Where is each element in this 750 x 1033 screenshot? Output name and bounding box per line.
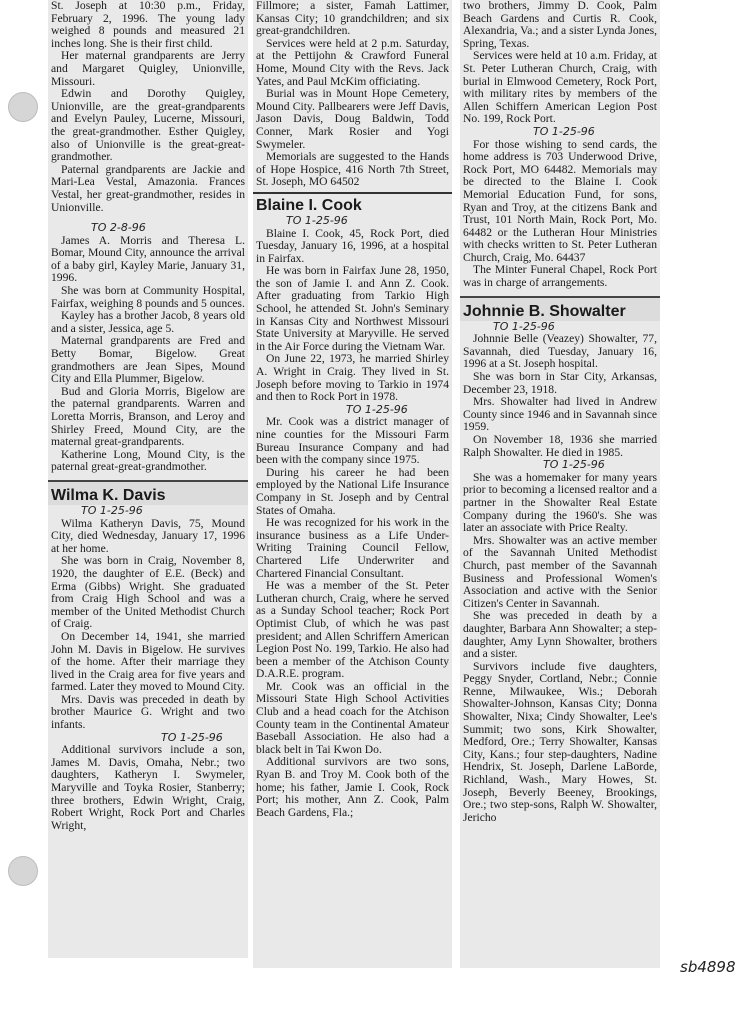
paragraph: Edwin and Dorothy Quigley, Unionville, are the great-grandparents and Evelyn Pauley, Lucerne, Missouri, the great-grandmother. Esther Quigley, also of Unionville is the great-great-grandmother. (51, 87, 245, 164)
paragraph: Services were held at 10 a.m. Friday, at St. Peter Lutheran Church, Craig, with burial in Elmwood Cemetery, Rock Port, with military rites by members of the Allen Schiffern American Legion Post No. 199, Rock Port. (463, 49, 657, 126)
binder-hole-top (8, 92, 38, 122)
handwritten-date-note: TO 1-25-96 (346, 402, 408, 416)
paragraph: She was a homemaker for many years prior to becoming a licensed realtor and a partner in the Showalter Real Estate Company during the 1960's. She was later an associate with Price Realty. (463, 470, 657, 535)
obituary-title: Blaine I. Cook (256, 196, 362, 214)
paragraph: He was a member of the St. Peter Lutheran church, Craig, where he served as a Sunday School teacher; Rock Port Optimist Club, of which he was past president; and Allen Schriffern American Legion Post No. 199, Tarkio. He also had been a member of the Atchison County D.A.R.E. program. (256, 579, 449, 681)
paragraph: He was recognized for his work in the insurance business as a Life Under-Writing Training Council Fellow, Chartered Life Underwriter and Chartered Financial Consultant. (256, 516, 449, 580)
paragraph: For those wishing to send cards, the home address is 703 Underwood Drive, Rock Port, MO 64482. Memorials may be directed to the Blaine I. Cook Memorial Education Fund, for sons, Ryan and Troy, at the citizens Bank and Trust, 101 North Main, Rock Port, Mo. 64482 or the Lutheran Hour Ministries with checks written to St. Peter Lutheran Church, Craig, Mo. 64437 (463, 137, 657, 264)
paragraph: Mr. Cook was an official in the Missouri State High School Activities Club and a head coach for the Atchison County team in the Continental Amateur Baseball Association. He also had a black belt in Tai Kwon Do. (256, 679, 449, 756)
handwritten-date-note: TO 1-25-96 (161, 730, 223, 744)
paragraph: Additional survivors are two sons, Ryan B. and Troy M. Cook both of the home; his father, Jamie I. Cook, Rock Port; his mother, Ann Z. Cook, Palm Beach Gardens, Fla.; (256, 755, 449, 819)
paragraph: Johnnie Belle (Veazey) Showalter, 77, Savannah, died Tuesday, January 16, 1996 at a St. Joseph hospital. (463, 332, 657, 371)
paragraph: two brothers, Jimmy D. Cook, Palm Beach Gardens and Curtis R. Cook, Alexandria, Va.; and a sister Lynda Jones, Spring, Texas. (463, 0, 657, 50)
paragraph: She was born at Community Hospital, Fairfax, weighing 8 pounds and 5 ounces. (51, 284, 245, 310)
paragraph: Mrs. Showalter had lived in Andrew County since 1946 and in Savannah since 1959. (463, 395, 657, 434)
column-3 (460, 0, 660, 968)
paragraph: Memorials are suggested to the Hands of Hope Hospice, 416 North 7th Street, St. Joseph, MO 64502 (256, 150, 449, 189)
paragraph: On June 22, 1973, he married Shirley A. Wright in Craig. They lived in St. Joseph before moving to Tarkio in 1974 and then to Rock Port in 1978. (256, 352, 449, 404)
paragraph: Blaine I. Cook, 45, Rock Port, died Tuesday, January 16, 1996, at a hospital in Fairfax. (256, 226, 449, 265)
paragraph: Kayley has a brother Jacob, 8 years old and a sister, Jessica, age 5. (51, 309, 245, 335)
handwritten-catalog-mark: sb4898 (680, 958, 736, 976)
paragraph: He was born in Fairfax June 28, 1950, the son of Jamie I. and Ann Z. Cook. After graduating from Tarkio High School, he attended St. John's Seminary in Kansas City and Northwest Missouri State University at Maryville. He served in the Air Force during the Vietnam War. (256, 264, 449, 353)
paragraph: She was born in Star City, Arkansas, December 23, 1918. (463, 370, 657, 396)
paragraph: Mrs. Davis was preceded in death by brother Maurice G. Wright and two infants. (51, 692, 245, 732)
paragraph: St. Joseph at 10:30 p.m., Friday, February 2, 1996. The young lady weighed 8 pounds and measured 21 inches long. She is their first child. (51, 0, 245, 50)
paragraph: Services were held at 2 p.m. Saturday, at the Pettijohn & Crawford Funeral Home, Mound City with the Revs. Jack Yates, and Paul McKim officiating. (256, 36, 449, 88)
paragraph: Burial was in Mount Hope Cemetery, Mound City. Pallbearers were Jeff Davis, Jason Davis, Doug Baldwin, Todd Conner, Mark Rosier and Yogi Swymeler. (256, 87, 449, 151)
paragraph: During his career he had been employed by the National Life Insurance Company in St. Joseph and by Central States of Omaha. (256, 465, 449, 517)
paragraph: James A. Morris and Theresa L. Bomar, Mound City, announce the arrival of a baby girl, Kayley Marie, January 31, 1996. (51, 233, 245, 285)
column-1 (48, 0, 248, 958)
handwritten-date-note: TO 1-25-96 (493, 319, 555, 333)
paragraph: Fillmore; a sister, Famah Lattimer, Kansas City; 10 grandchildren; and six great-grandchildren. (256, 0, 449, 38)
handwritten-date-note: TO 1-25-96 (81, 503, 143, 517)
paragraph: She was preceded in death by a daughter, Barbara Ann Showalter; a step-daughter, Amy Lynn Showalter, brothers and a sister. (463, 609, 657, 661)
handwritten-date-note: TO 1-25-96 (533, 124, 595, 138)
column-2 (253, 0, 452, 968)
binder-hole-bottom (8, 856, 38, 886)
paragraph: Bud and Gloria Morris, Bigelow are the paternal grandparents. Warren and Loretta Morris, Branson, and Leroy and Shirley Freed, Mound City, are the maternal great-grandparents. (51, 384, 245, 449)
paragraph: Wilma Katheryn Davis, 75, Mound City, died Wednesday, January 17, 1996 at her home. (51, 516, 245, 555)
paragraph: The Minter Funeral Chapel, Rock Port was in charge of arrangements. (463, 263, 657, 290)
paragraph: Paternal grandparents are Jackie and Mari-Lea Vestal, Amazonia. Frances Vestal, her great-grandmother, resides in Unionville. (51, 162, 245, 214)
paragraph: Katherine Long, Mound City, is the paternal great-great-grandmother. (51, 447, 245, 474)
paragraph: Mr. Cook was a district manager of nine counties for the Missouri Farm Bureau Insurance Company and had been with the company since 1975. (256, 415, 449, 467)
divider (253, 192, 452, 194)
paragraph: She was born in Craig, November 8, 1920, the daughter of E.E. (Beck) and Erma (Gibbs) Wright. She graduated from Craig High School and was a member of the United Methodist Church of Craig. (51, 554, 245, 631)
handwritten-date-note: TO 2-8-96 (91, 221, 146, 235)
handwritten-date-note: TO 1-25-96 (543, 458, 605, 472)
paragraph: Her maternal grandparents are Jerry and Margaret Quigley, Unionville, Missouri. (51, 49, 245, 88)
paragraph: On November 18, 1936 she married Ralph Showalter. He died in 1985. (463, 433, 657, 459)
obituary-title: Wilma K. Davis (51, 486, 166, 504)
paragraph: On December 14, 1941, she married John M. Davis in Bigelow. He survives of the home. After their marriage they lived in the Craig area for five years and farmed. Later they moved to Mound City. (51, 629, 245, 694)
obituary-header (460, 296, 660, 321)
obituary-header (48, 480, 248, 505)
paragraph: Survivors include five daughters, Peggy Snyder, Cortland, Nebr.; Connie Renne, Milwaukee, Wis.; Deborah Showalter-Johnson, Kansas City; Donna Showalter, Nixa; Cindy Showalter, Lee's Summit; two sons, Kirk Showalter, Medford, Ore.; Terry Showalter, Kansas City, Kans.; four step-daughters, Nadine Hendrix, St. Joseph, Darlene LaBorde, Richland, Wash., Mary Howes, St. Joseph, Beverly Beeney, Brookings, Ore.; two step-sons, Ralph W. Showalter, Jericho (463, 659, 657, 824)
handwritten-date-note: TO 1-25-96 (286, 213, 348, 227)
paragraph: Maternal grandparents are Fred and Betty Bomar, Bigelow. Great grandmothers are Jean Sipes, Mound City and Ella Plummer, Bigelow. (51, 334, 245, 386)
paragraph: Mrs. Showalter was an active member of the Savannah United Methodist Church, past member of the Savannah Business and Professional Women's Association and active with the Senior Citizen's Center in Savannah. (463, 533, 657, 610)
obituary-title: Johnnie B. Showalter (463, 302, 626, 320)
paragraph: Additional survivors include a son, James M. Davis, Omaha, Nebr.; two daughters, Katheryn I. Swymeler, Maryville and Toyka Rosier, Stanberry; three brothers, Edwin Wright, Craig, Robert Wright, Rock Port and Charles Wright, (51, 743, 245, 832)
